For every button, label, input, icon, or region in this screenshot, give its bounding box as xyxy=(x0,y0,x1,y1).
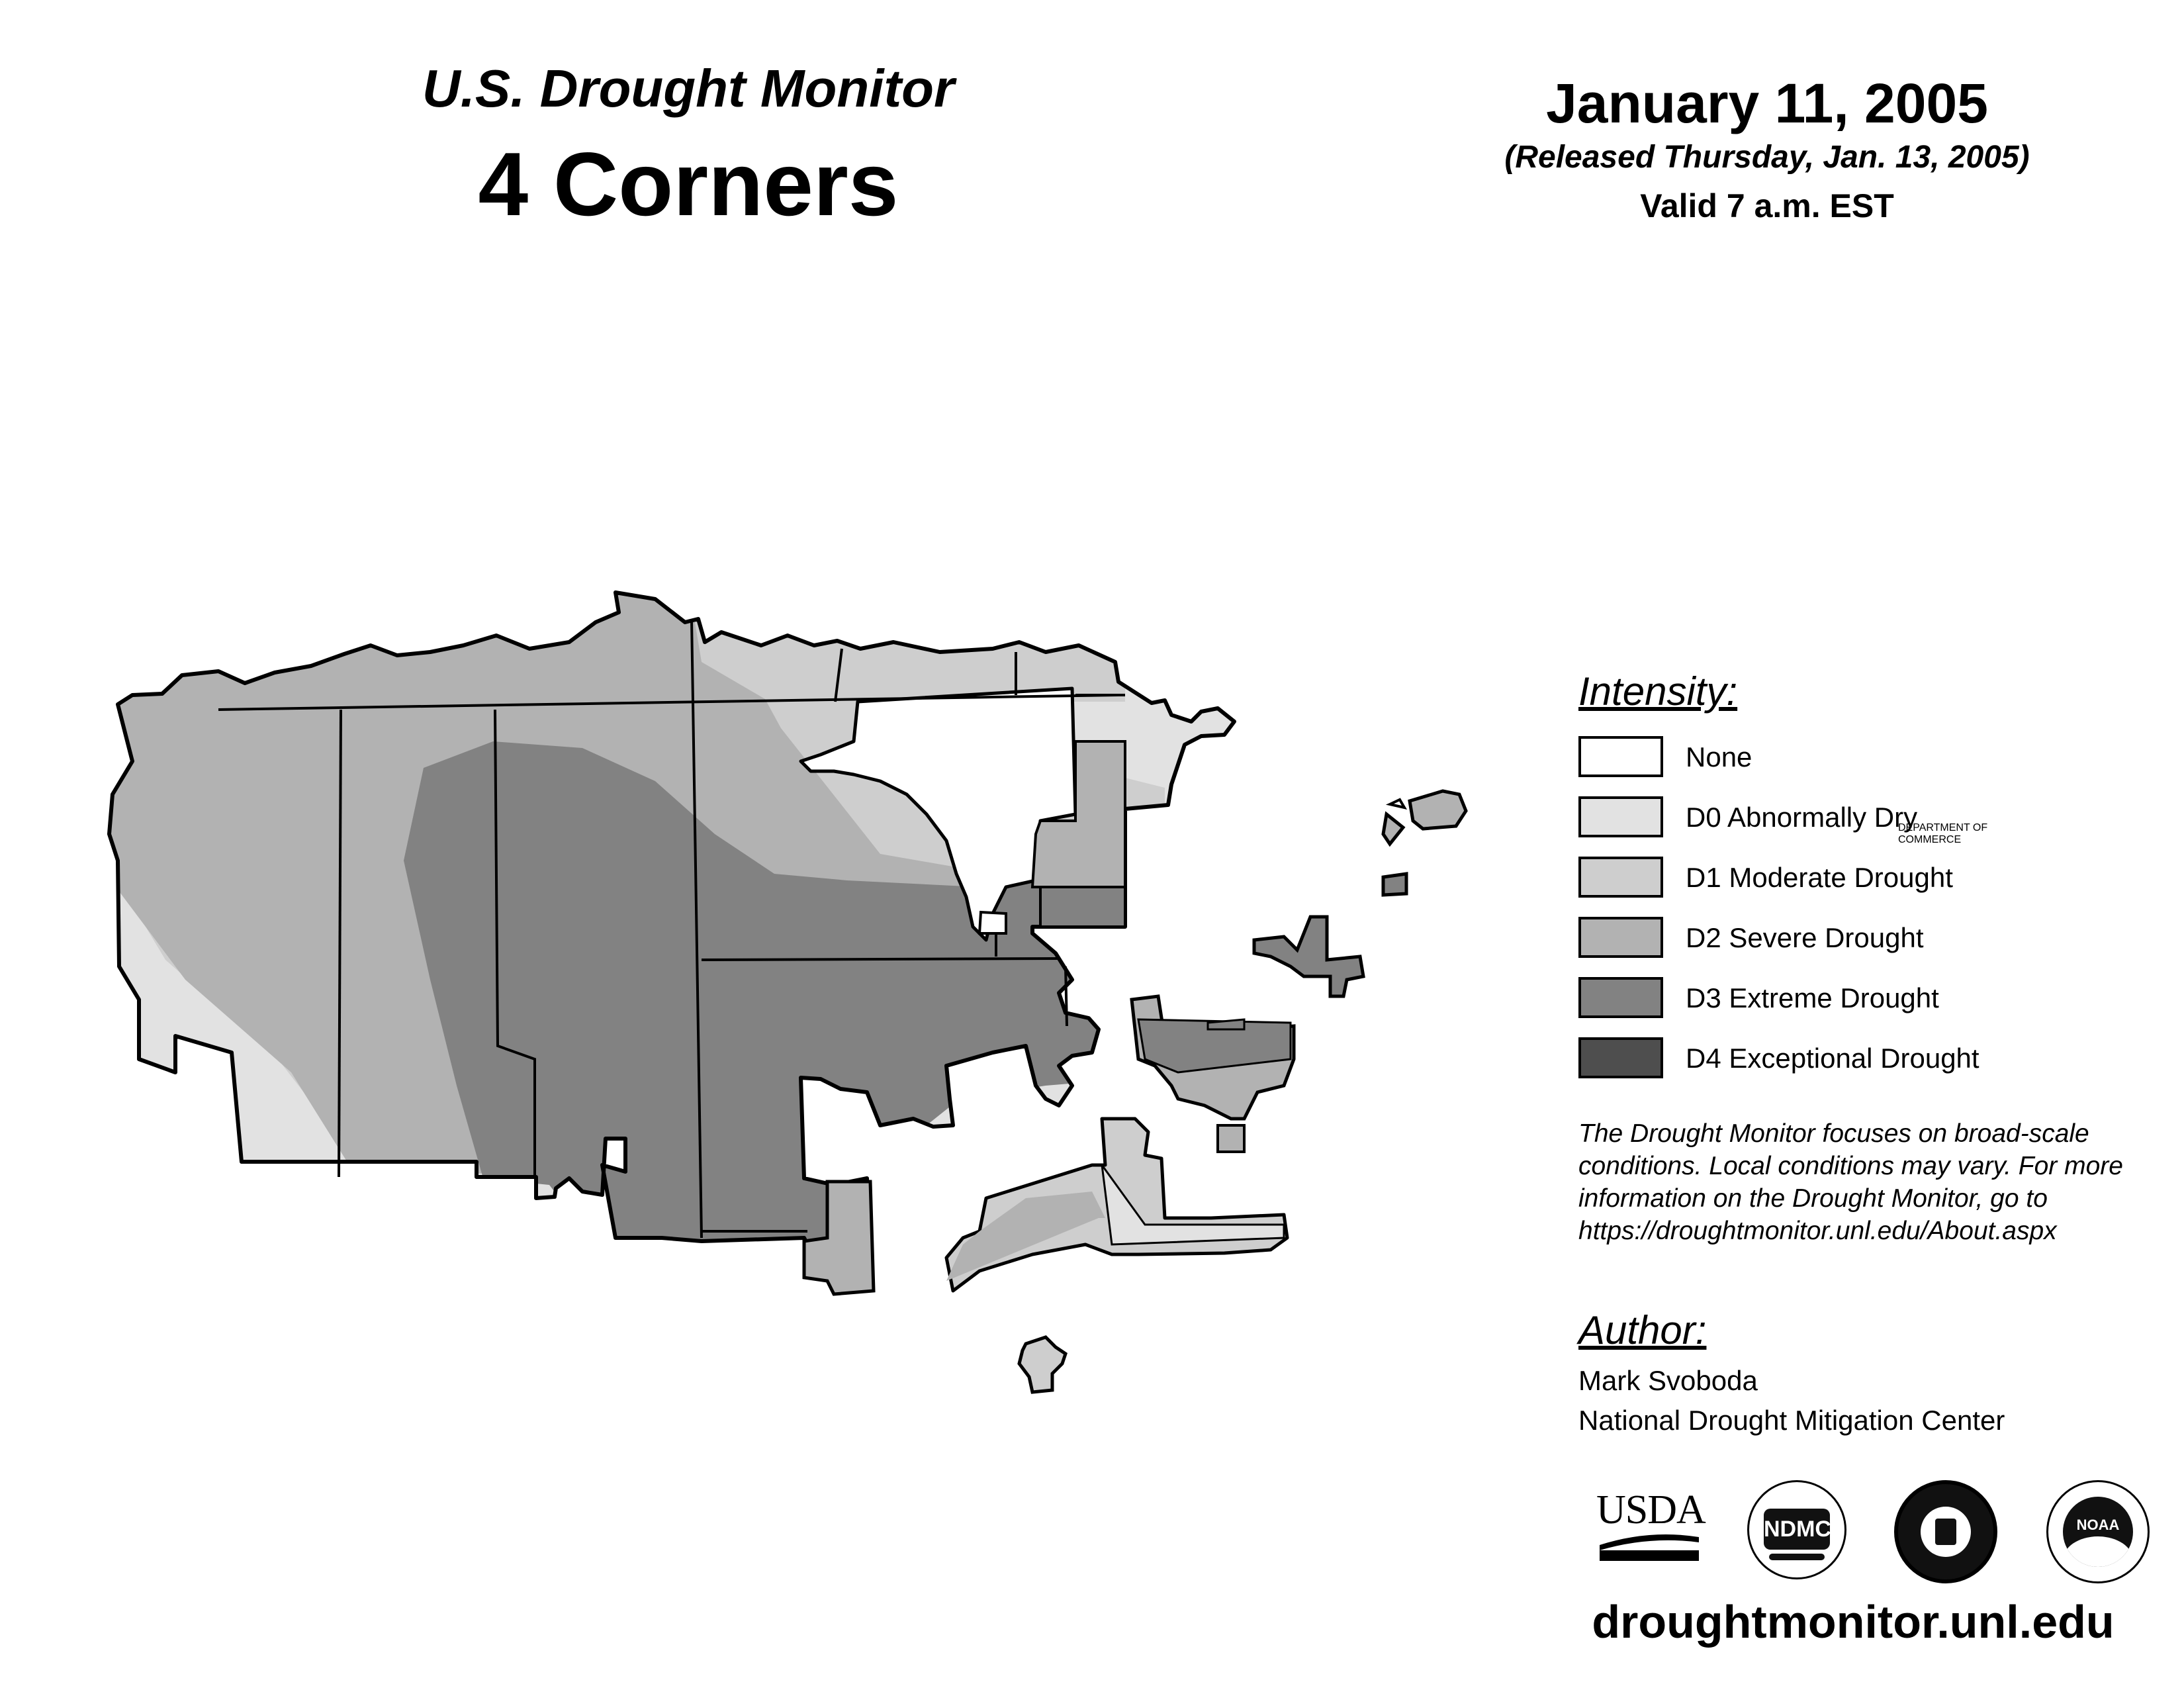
legend-swatch xyxy=(1578,857,1663,898)
usda-logo-text: USDA xyxy=(1596,1487,1706,1532)
disclaimer-line: The Drought Monitor focuses on broad-scale xyxy=(1578,1119,2089,1148)
map-date: January 11, 2005 xyxy=(1546,72,1988,134)
ndmc-logo-text: NDMC xyxy=(1764,1509,1830,1550)
legend-label: D0 Abnormally Dry xyxy=(1686,802,1918,833)
noaa-seal-icon xyxy=(2046,1480,2150,1583)
valid-time: Valid 7 a.m. EST xyxy=(1640,187,1894,224)
legend-label: D3 Extreme Drought xyxy=(1686,982,1939,1013)
usda-logo xyxy=(1596,1487,1706,1562)
author-name: Mark Svoboda xyxy=(1578,1365,1758,1396)
disclaimer-line: conditions. Local conditions may vary. For more xyxy=(1578,1152,2123,1180)
doc-seal-icon xyxy=(1894,822,1997,1583)
release-date: (Released Thursday, Jan. 13, 2005) xyxy=(1504,140,2030,175)
legend-swatch xyxy=(1578,1037,1663,1078)
legend-label: D4 Exceptional Drought xyxy=(1686,1043,1979,1074)
author-heading: Author: xyxy=(1578,1308,1707,1352)
legend-swatch xyxy=(1578,917,1663,958)
noaa-logo-text: NOAA xyxy=(2076,1517,2120,1533)
disclaimer-line: information on the Drought Monitor, go to xyxy=(1578,1184,2048,1213)
legend-swatch xyxy=(1578,736,1663,777)
legend-swatch xyxy=(1578,977,1663,1018)
doc-seal-text: DEPARTMENT OF COMMERCE xyxy=(1898,822,1988,845)
site-url[interactable]: droughtmonitor.unl.edu xyxy=(1592,1596,2115,1648)
disclaimer-line: https://droughtmonitor.unl.edu/About.aspx xyxy=(1578,1217,2057,1245)
author-organization: National Drought Mitigation Center xyxy=(1578,1405,2005,1436)
map-subtitle: U.S. Drought Monitor xyxy=(422,59,955,118)
legend-label: None xyxy=(1686,741,1752,773)
region-title: 4 Corners xyxy=(478,134,899,234)
legend-swatch xyxy=(1578,796,1663,837)
legend-heading: Intensity: xyxy=(1578,669,1738,714)
ndmc-seal-icon xyxy=(1747,1480,1846,1579)
disclaimer-text xyxy=(1578,1117,2174,1247)
usda-swoosh-icon xyxy=(1596,1530,1702,1562)
legend-label: D2 Severe Drought xyxy=(1686,922,1924,953)
legend-label: D1 Moderate Drought xyxy=(1686,862,1953,893)
